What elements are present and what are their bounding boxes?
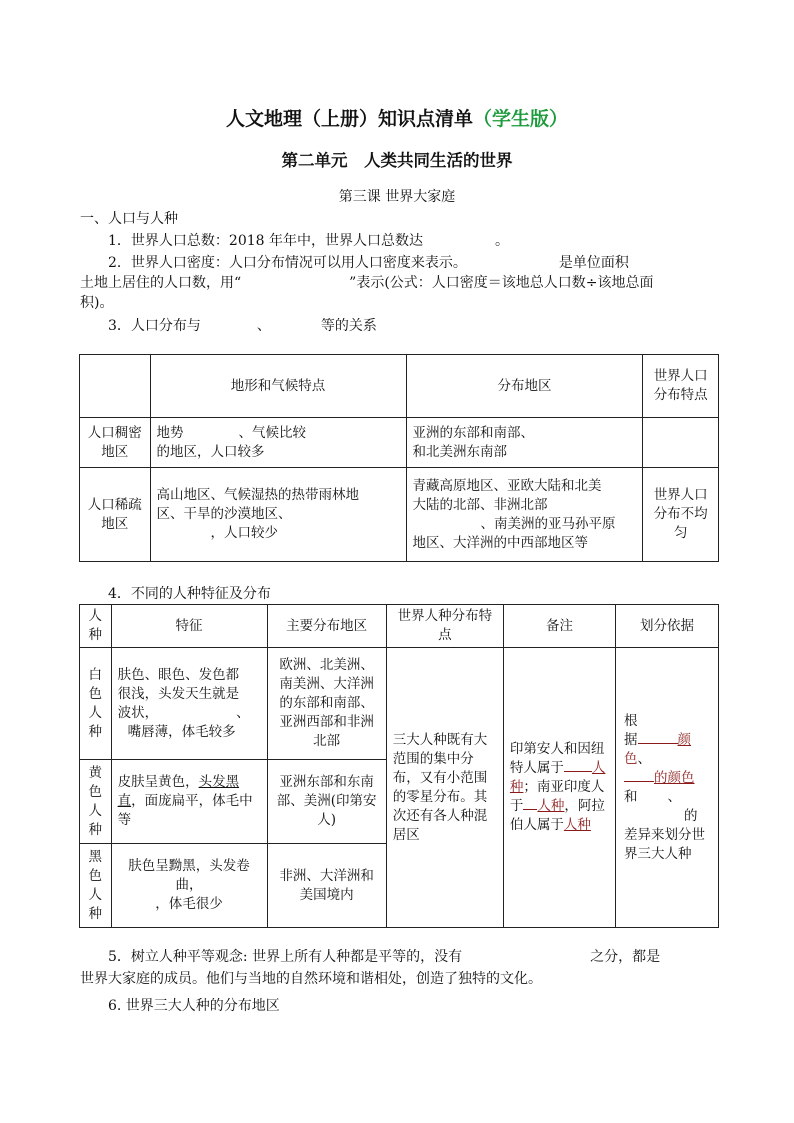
race-label: 黄色人种 <box>80 760 112 844</box>
race-label: 白色人种 <box>80 648 112 760</box>
paragraph-2-line-3: 积)。 <box>80 295 114 311</box>
race-table <box>79 604 719 928</box>
basis-cell: 根 据 颜 色、 的颜色 和 、 的 差异来划分世界三大人种 <box>616 648 719 928</box>
row-label: 人口稀疏地区 <box>80 468 151 562</box>
title-version: （学生版） <box>473 108 569 130</box>
header-cell: 人种 <box>80 605 112 648</box>
paragraph-3: 3．人口分布与 、 等的关系 <box>108 318 377 334</box>
table-row <box>80 468 719 562</box>
distribution-cell: 三大人种既有大范围的集中分布，又有小范围的零星分布。其次还有各人种混居区 <box>386 648 503 928</box>
paragraph-5-line-1: 5．树立人种平等观念: 世界上所有人种都是平等的，没有 之分，都是 <box>108 949 661 965</box>
paragraph-1: 1．世界人口总数：2018 年年中，世界人口总数达 。 <box>108 233 509 249</box>
feature-cell: 肤色、眼色、发色都 很浅，头发天生就是 波状， 、 嘴唇薄，体毛较多 <box>111 648 267 760</box>
unit-heading: 第二单元 人类共同生活的世界 <box>281 151 513 170</box>
feature-cell: 肤色呈黝黑，头发卷 曲， ，体毛很少 <box>111 844 267 928</box>
note-cell: 印第安人和因纽特人属于 人种；南亚印度人于 人种，阿拉伯人属于人种 <box>503 648 615 928</box>
title-main: 人文地理（上册）知识点清单 <box>225 108 473 130</box>
region-cell: 亚洲东部和东南部、美洲(印第安人) <box>267 760 386 844</box>
paragraph-6: 6. 世界三大人种的分布地区 <box>108 998 280 1014</box>
header-cell: 特征 <box>111 605 267 648</box>
paragraph-4: 4．不同的人种特征及分布 <box>108 586 271 602</box>
paragraph-2-line-2: 土地上居住的人口数，用“ ”表示(公式：人口密度＝该地总人口数÷该地总面 <box>80 275 654 291</box>
table-header-row <box>80 355 719 418</box>
table-row <box>80 648 719 760</box>
region-cell: 欧洲、北美洲、南美洲、大洋洲的东部和南部、亚洲西部和非洲北部 <box>267 648 386 760</box>
paragraph-2-line-1: 2．世界人口密度：人口分布情况可以用人口密度来表示。 是单位面积 <box>108 255 629 271</box>
section-heading: 一、人口与人种 <box>80 211 178 227</box>
lesson-heading: 第三课 世界大家庭 <box>338 189 456 205</box>
header-cell: 分布地区 <box>406 355 643 418</box>
header-cell: 世界人口分布特点 <box>643 355 719 418</box>
feature-cell: 世界人口分布不均匀 <box>643 468 719 562</box>
document-title <box>0 104 794 131</box>
region-cell: 亚洲的东部和南部、 和北美洲东南部 <box>406 418 643 468</box>
region-cell: 青藏高原地区、亚欧大陆和北美 大陆的北部、非洲北部 、南美洲的亚马孙平原 地区、大洋洲的中西部地区等 <box>406 468 643 562</box>
header-cell: 主要分布地区 <box>267 605 386 648</box>
row-label: 人口稠密地区 <box>80 418 151 468</box>
population-distribution-table <box>79 354 719 562</box>
terrain-cell: 地势 、气候比较 的地区，人口较多 <box>150 418 406 468</box>
region-cell: 非洲、大洋洲和美国境内 <box>267 844 386 928</box>
race-label: 黑色人种 <box>80 844 112 928</box>
terrain-cell: 高山地区、气候湿热的热带雨林地 区、干旱的沙漠地区、 ，人口较少 <box>150 468 406 562</box>
header-cell: 划分依据 <box>616 605 719 648</box>
feature-cell <box>643 418 719 468</box>
feature-cell: 皮肤呈黄色，头发黑直，面庞扁平，体毛中等 <box>111 760 267 844</box>
table-header-row <box>80 605 719 648</box>
header-cell: 地形和气候特点 <box>150 355 406 418</box>
header-cell: 世界人种分布特点 <box>386 605 503 648</box>
header-cell: 备注 <box>503 605 615 648</box>
paragraph-5-line-2: 世界大家庭的成员。他们与当地的自然环境和谐相处，创造了独特的文化。 <box>80 971 542 987</box>
table-row <box>80 418 719 468</box>
